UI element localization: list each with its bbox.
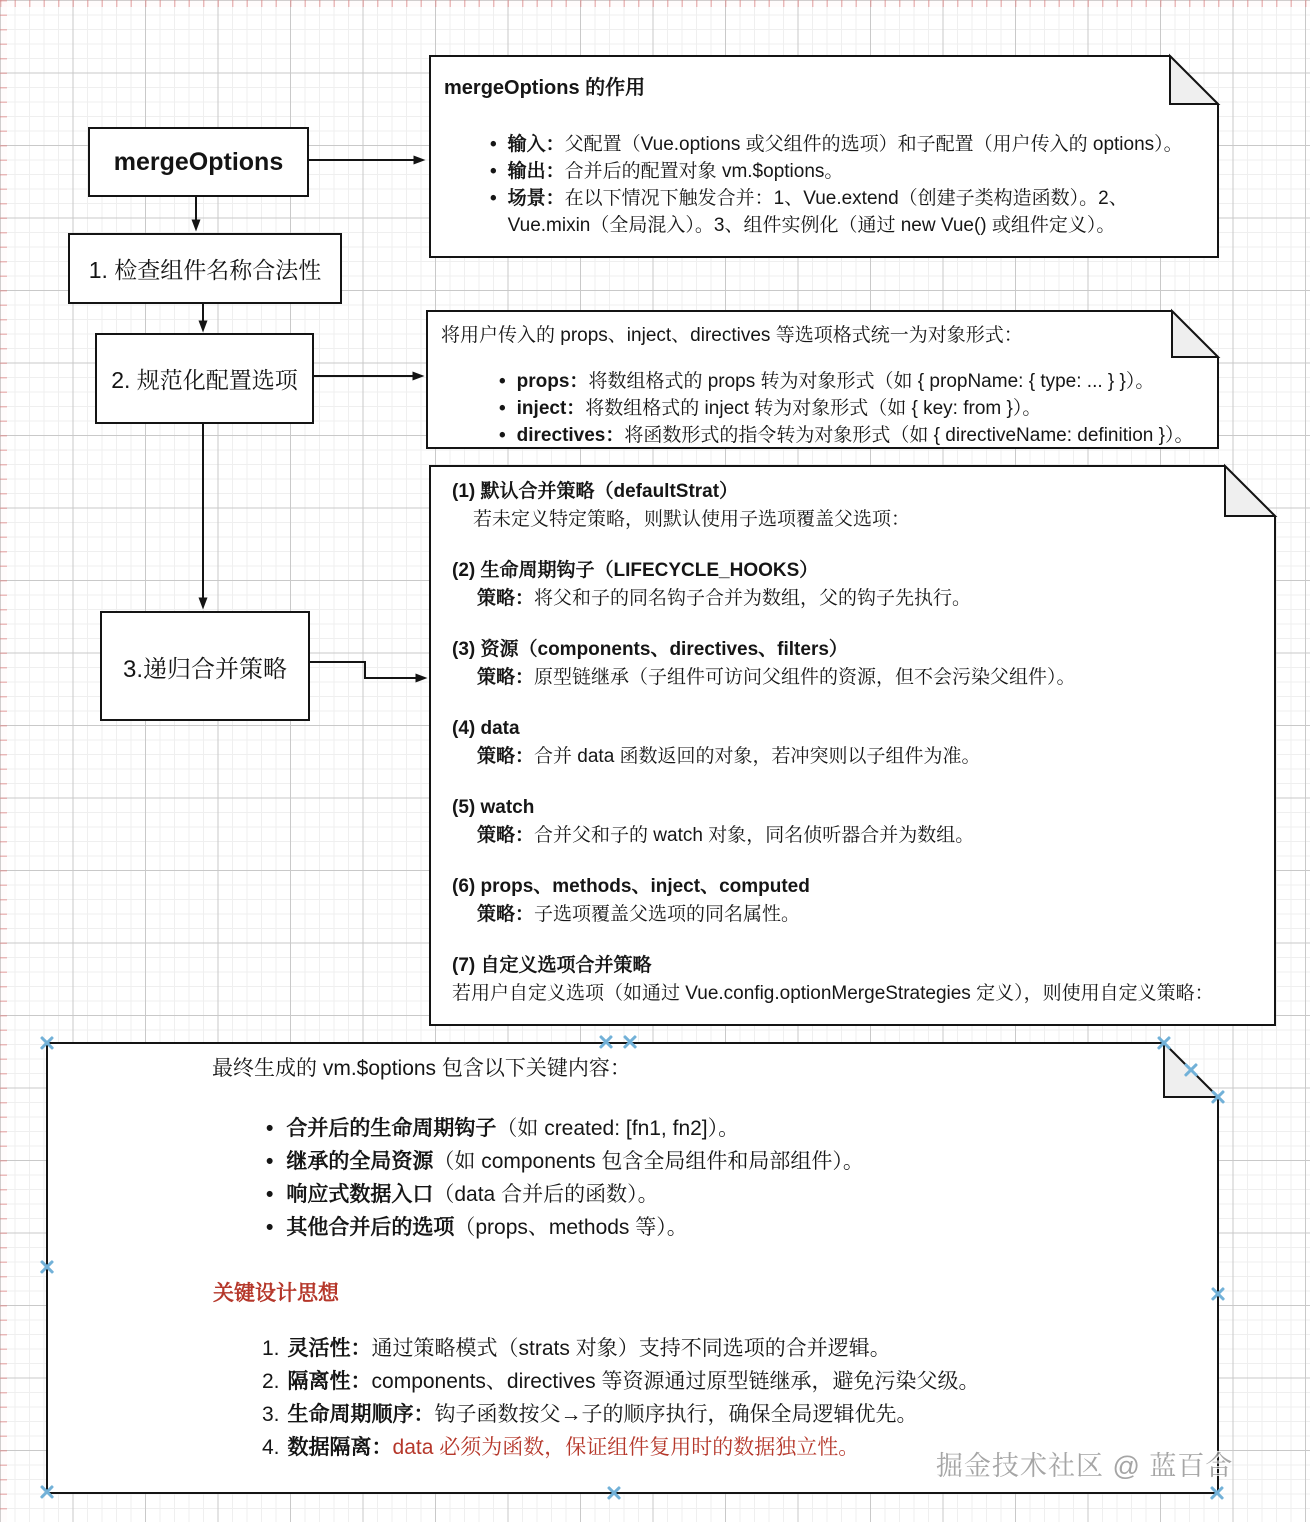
strategy-item-text: 合并父和子的 watch 对象，同名侦听器合并为数组。 <box>534 825 975 846</box>
summary-note-bullets <box>266 1112 864 1244</box>
connection-point-icon[interactable] <box>606 1485 622 1501</box>
connection-point-icon[interactable] <box>598 1034 614 1050</box>
list-item <box>266 1145 864 1178</box>
strategy-item-text: 将父和子的同名钩子合并为数组，父的钩子先执行。 <box>534 588 972 609</box>
point-text: 钩子函数按父→子的顺序执行，确保全局逻辑优先。 <box>434 1403 918 1426</box>
strategy-item-head: (3) 资源（components、directives、filters） <box>452 639 848 660</box>
bullet-text: （如 components 包含全局组件和局部组件）。 <box>433 1150 864 1173</box>
point-lead: 数据隔离： <box>287 1436 393 1459</box>
point-text: components、directives 等资源通过原型链继承，避免污染父级。 <box>371 1370 980 1393</box>
design-point <box>262 1431 979 1464</box>
strategy-item-lead: 策略： <box>477 904 535 925</box>
strategy-item <box>452 557 1252 613</box>
list-item <box>266 1178 864 1211</box>
strategy-item <box>452 478 1252 534</box>
bullet-lead: 输出： <box>507 161 565 182</box>
design-point <box>262 1332 979 1365</box>
bullet-text: 将函数形式的指令转为对象形式（如 { directiveName: definition }）。 <box>624 425 1194 446</box>
flow-node-step1-label: 1. 检查组件名称合法性 <box>88 257 322 283</box>
bullet-lead: props： <box>516 371 589 392</box>
strategy-item-head: (1) 默认合并策略（defaultStrat） <box>452 481 739 502</box>
strategy-item-head: (7) 自定义选项合并策略 <box>452 955 652 976</box>
purpose-note-bullets <box>444 131 1206 239</box>
bullet-text: 父配置（Vue.options 或父组件的选项）和子配置（用户传入的 options）。 <box>564 134 1183 155</box>
strategy-item-text: 合并 data 函数返回的对象，若冲突则以子组件为准。 <box>534 746 981 767</box>
strategy-item-lead: 策略： <box>477 667 535 688</box>
connection-point-icon[interactable] <box>622 1034 638 1050</box>
strategy-item-head: (4) data <box>452 718 520 739</box>
bullet-lead: directives： <box>516 425 625 446</box>
connection-point-icon[interactable] <box>1210 1089 1226 1105</box>
strategy-item-text: 原型链继承（子组件可访问父组件的资源，但不会污染父组件）。 <box>534 667 1076 688</box>
strategy-item <box>452 873 1252 929</box>
list-item <box>490 131 1206 158</box>
strategy-item-head: (5) watch <box>452 797 535 818</box>
flow-node-mergeoptions[interactable] <box>88 127 309 197</box>
bullet-lead: 继承的全局资源 <box>286 1150 434 1173</box>
summary-design-heading: 关键设计思想 <box>213 1282 339 1305</box>
watermark-text: 掘金技术社区 @ 蓝百合 <box>936 1451 1234 1481</box>
point-lead: 生命周期顺序： <box>287 1403 435 1426</box>
bullet-lead: inject： <box>516 398 586 419</box>
point-number: 4. <box>262 1436 280 1459</box>
connection-point-icon[interactable] <box>39 1484 55 1500</box>
point-lead: 灵活性： <box>287 1337 372 1360</box>
strategy-item <box>452 715 1252 771</box>
flow-node-step2-normalize[interactable] <box>95 333 314 424</box>
flow-node-step2-label: 2. 规范化配置选项 <box>111 367 298 393</box>
point-lead: 隔离性： <box>287 1370 372 1393</box>
list-item <box>499 395 1213 422</box>
connection-point-icon[interactable] <box>39 1259 55 1275</box>
strategy-item-text: 若未定义特定策略，则默认使用子选项覆盖父选项： <box>473 509 911 530</box>
point-red-text: data 必须为函数，保证组件复用时的数据独立性。 <box>392 1436 860 1459</box>
connection-point-icon[interactable] <box>1183 1062 1199 1078</box>
summary-note-title: 最终生成的 vm.$options 包含以下关键内容： <box>212 1057 631 1080</box>
list-item <box>499 368 1213 395</box>
bullet-text: 将数组格式的 inject 转为对象形式（如 { key: from }）。 <box>585 398 1042 419</box>
bullet-text: （props、methods 等）。 <box>454 1216 688 1239</box>
bullet-lead: 输入： <box>507 134 565 155</box>
flow-node-step3-merge-strategy[interactable] <box>100 611 310 721</box>
design-point <box>262 1398 979 1431</box>
strategy-item <box>452 952 1252 1008</box>
list-item <box>490 158 1206 185</box>
bullet-lead: 其他合并后的选项 <box>286 1216 455 1239</box>
list-item <box>266 1112 864 1145</box>
strategy-item-head: (6) props、methods、inject、computed <box>452 876 810 897</box>
point-number: 1. <box>262 1337 280 1360</box>
flow-node-mergeoptions-label: mergeOptions <box>113 147 284 176</box>
connection-point-icon[interactable] <box>1209 1485 1225 1501</box>
point-text: 通过策略模式（strats 对象）支持不同选项的合并逻辑。 <box>371 1337 891 1360</box>
flow-node-step3-label: 3.递归合并策略 <box>122 655 287 683</box>
strategy-item-head: (2) 生命周期钩子（LIFECYCLE_HOOKS） <box>452 560 819 581</box>
summary-design-points <box>262 1332 979 1464</box>
strategy-item-lead: 策略： <box>477 746 535 767</box>
point-number: 3. <box>262 1403 280 1426</box>
normalize-note-intro: 将用户传入的 props、inject、directives 等选项格式统一为对象形式： <box>441 325 1023 346</box>
bullet-lead: 合并后的生命周期钩子 <box>286 1117 497 1140</box>
strategy-item-lead: 策略： <box>477 825 535 846</box>
bullet-text: 将数组格式的 props 转为对象形式（如 { propName: { type: ... } }）。 <box>588 371 1155 392</box>
purpose-note-title: mergeOptions 的作用 <box>444 77 646 99</box>
design-point <box>262 1365 979 1398</box>
connection-point-icon[interactable] <box>1156 1035 1172 1051</box>
connection-point-icon[interactable] <box>1210 1286 1226 1302</box>
bullet-text: （如 created: [fn1, fn2]）。 <box>496 1117 740 1140</box>
list-item <box>490 185 1206 239</box>
flow-node-step1-check-name[interactable] <box>68 233 342 304</box>
arrow-step3-to-strategy-note[interactable] <box>306 662 416 678</box>
normalize-note-bullets <box>441 368 1213 449</box>
strategy-note-content <box>452 478 1252 1031</box>
strategy-item-text: 若用户自定义选项（如通过 Vue.config.optionMergeStrategies 定义），则使用自定义策略： <box>452 983 1214 1004</box>
connection-point-icon[interactable] <box>39 1035 55 1051</box>
bullet-lead: 场景： <box>507 188 565 209</box>
strategy-item <box>452 794 1252 850</box>
list-item <box>499 422 1213 449</box>
point-number: 2. <box>262 1370 280 1393</box>
normalize-note-content <box>441 322 1213 449</box>
list-item <box>266 1211 864 1244</box>
strategy-item <box>452 636 1252 692</box>
strategy-item-lead: 策略： <box>477 588 535 609</box>
bullet-text: 在以下情况下触发合并：1、Vue.extend（创建子类构造函数）。2、Vue.mixin（全局混入）。3、组件实例化（通过 new Vue() 或组件定义）。 <box>507 188 1128 236</box>
purpose-note-content <box>444 74 1206 239</box>
strategy-item-text: 子选项覆盖父选项的同名属性。 <box>534 904 801 925</box>
bullet-text: （data 合并后的函数）。 <box>433 1183 659 1206</box>
bullet-lead: 响应式数据入口 <box>286 1183 434 1206</box>
bullet-text: 合并后的配置对象 vm.$options。 <box>564 161 844 182</box>
